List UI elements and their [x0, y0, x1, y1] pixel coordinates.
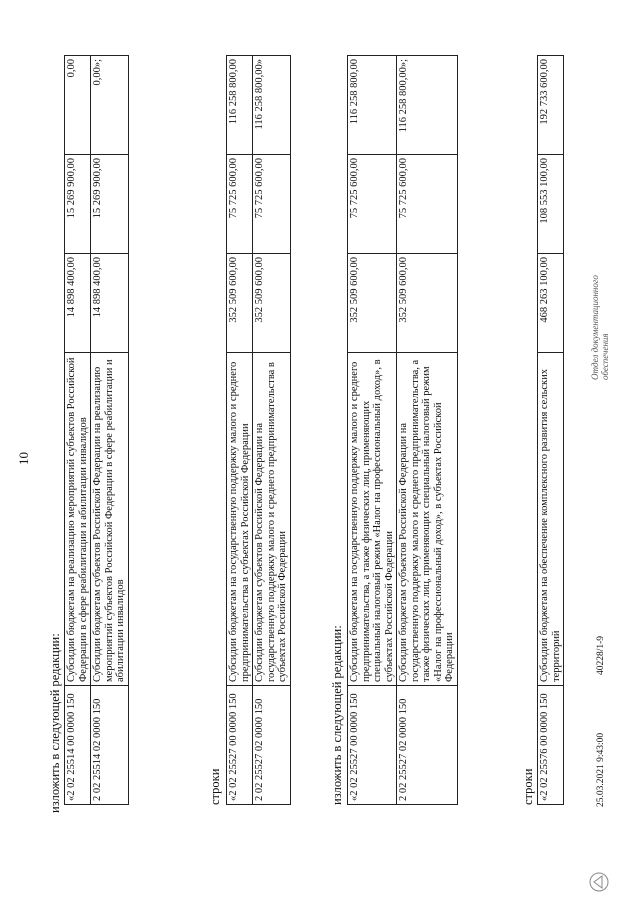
row-code: «2 02 25576 00 0000 150	[538, 686, 564, 805]
row-value-1: 468 263 100,00	[538, 254, 564, 353]
row-value-1: 352 509 600,00	[227, 254, 253, 353]
row-value-2: 108 553 100,00	[538, 155, 564, 254]
table-row	[253, 56, 291, 805]
row-value-1: 352 509 600,00	[397, 254, 458, 353]
row-value-3: 116 258 800,00»;	[397, 56, 458, 155]
row-code: «2 02 25514 00 0000 150	[65, 686, 91, 805]
stroki-label-1: строки	[208, 768, 222, 805]
table-row	[397, 56, 458, 805]
stamp-line-2: обеспечения	[600, 333, 610, 380]
table-row	[538, 56, 564, 805]
row-value-3: 116 258 800,00	[348, 56, 397, 155]
row-value-3: 116 258 800,00	[227, 56, 253, 155]
row-code: 2 02 25514 02 0000 150	[91, 686, 129, 805]
row-name: Субсидии бюджетам на обеспечение комплексного развития сельских территорий	[538, 353, 564, 686]
budget-table-3	[347, 55, 458, 805]
archive-logo-icon	[588, 871, 610, 893]
row-value-3: 116 258 800,00»	[253, 56, 291, 155]
row-value-2: 75 725 600,00	[227, 155, 253, 254]
row-value-1: 14 898 400,00	[65, 254, 91, 353]
row-code: «2 02 25527 00 0000 150	[227, 686, 253, 805]
row-value-2: 15 269 900,00	[91, 155, 129, 254]
row-value-2: 75 725 600,00	[253, 155, 291, 254]
row-value-1: 352 509 600,00	[253, 254, 291, 353]
budget-table-4	[537, 55, 564, 805]
footer-datetime: 25.03.2021 9:43:00	[596, 732, 606, 807]
stamp-line-1: Отдел документационного	[590, 275, 600, 380]
table-row	[91, 56, 129, 805]
budget-table-2	[226, 55, 291, 805]
row-value-3: 0,00»;	[91, 56, 129, 155]
budget-table-1	[64, 55, 129, 805]
row-code: 2 02 25527 02 0000 150	[253, 686, 291, 805]
row-name: Субсидии бюджетам на реализацию мероприятий субъектов Российской Федерации в сфере реабилитации и абилитации инвалидов	[65, 353, 91, 686]
row-value-3: 0,00	[65, 56, 91, 155]
row-value-1: 14 898 400,00	[91, 254, 129, 353]
footer-doc-number: 40228/1-9	[596, 635, 606, 675]
row-value-2: 75 725 600,00	[397, 155, 458, 254]
row-code: «2 02 25527 00 0000 150	[348, 686, 397, 805]
row-name: Субсидии бюджетам субъектов Российской Федерации на государственную поддержку малого и среднего предпринимательства, а также физических лиц, применяющих специальный налоговый режим «Налог на профессиональный доход», в субъектах Российской Федерации	[397, 353, 458, 686]
row-value-2: 15 269 900,00	[65, 155, 91, 254]
redaction-label-1: изложить в следующей редакции:	[48, 633, 62, 813]
row-value-1: 352 509 600,00	[348, 254, 397, 353]
row-name: Субсидии бюджетам субъектов Российской Федерации на государственную поддержку малого и среднего предпринимательства в субъектах Российской Федерации	[253, 353, 291, 686]
row-value-2: 75 725 600,00	[348, 155, 397, 254]
stroki-label-2: строки	[521, 768, 535, 805]
row-value-3: 192 733 600,00	[538, 56, 564, 155]
table-row	[348, 56, 397, 805]
row-name: Субсидии бюджетам субъектов Российской Федерации на реализацию мероприятий субъектов Российской Федерации в сфере реабилитации и абилитации инвалидов	[91, 353, 129, 686]
row-name: Субсидии бюджетам на государственную поддержку малого и среднего предпринимательства в субъектах Российской Федерации	[227, 353, 253, 686]
department-stamp	[590, 275, 610, 380]
row-code: 2 02 25527 02 0000 150	[397, 686, 458, 805]
page-number: 10	[16, 452, 31, 465]
row-name: Субсидии бюджетам на государственную поддержку малого и среднего предпринимательства, а также физических лиц, применяющих специальный налоговый режим «Налог на профессиональный доход», в субъектах Российской Федерации	[348, 353, 397, 686]
redaction-label-2: изложить в следующей редакции:	[330, 625, 344, 805]
table-row	[65, 56, 91, 805]
table-row	[227, 56, 253, 805]
